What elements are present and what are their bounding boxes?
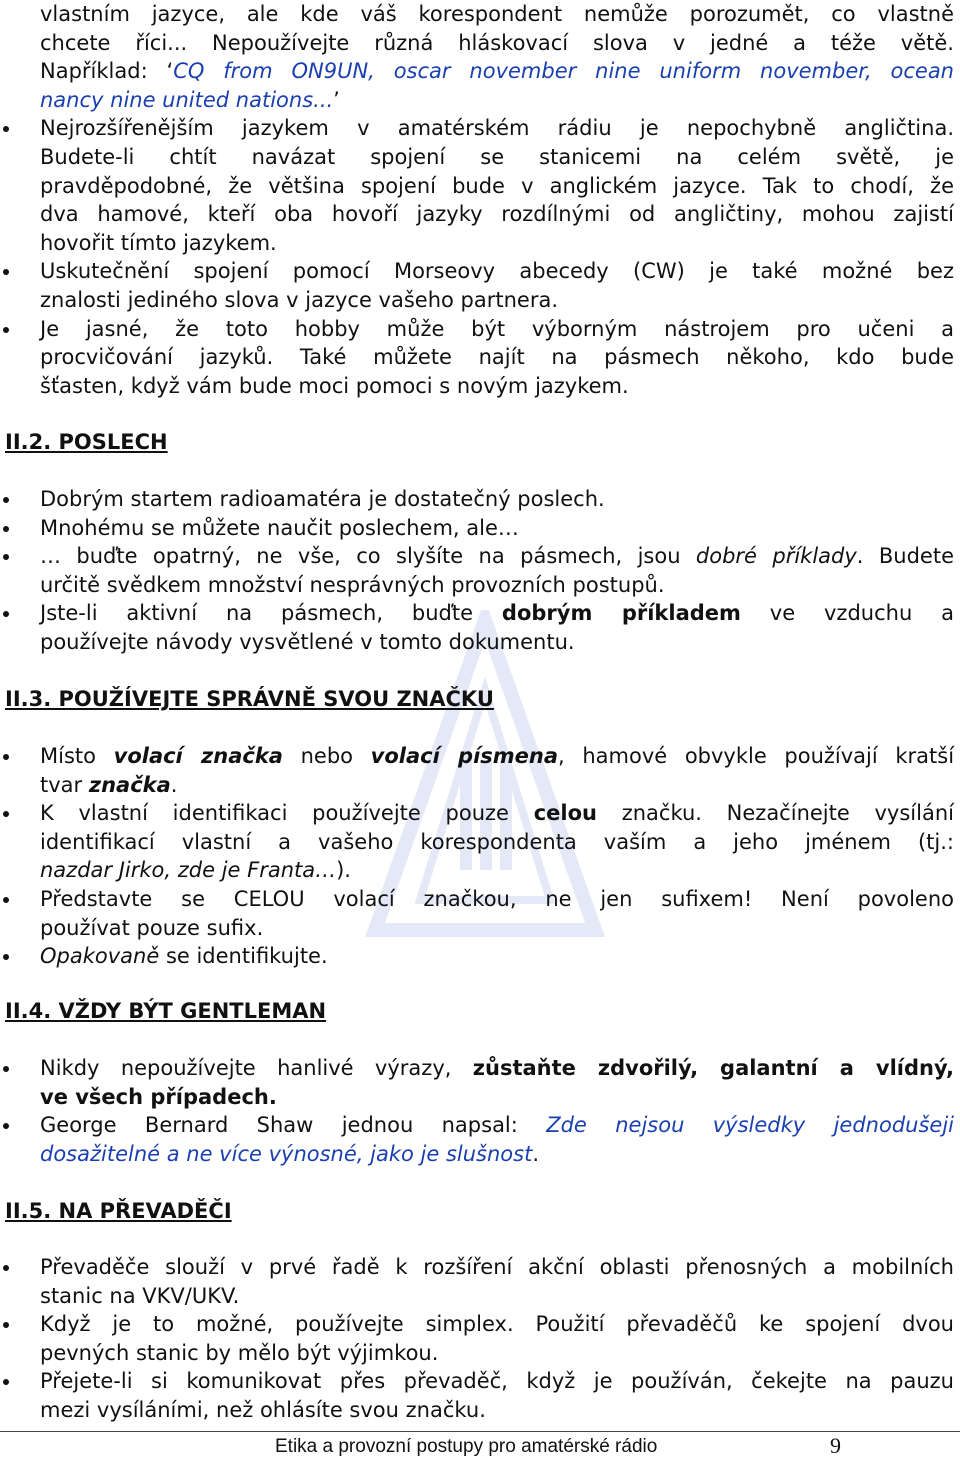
list-item-line — [0, 771, 960, 800]
text-run: pravděpodobné, že většina spojení bude v anglickém jazyce. Tak to chodí, že — [40, 173, 954, 198]
list-item-line — [0, 628, 960, 657]
list-item — [0, 514, 960, 543]
text-run: Budete-li chtít navázat spojení se stanicemi na celém světě, je — [40, 144, 954, 169]
list-item — [0, 942, 960, 971]
text-run: Je jasné, že toto hobby může být výborným nástrojem pro učeni a — [40, 316, 954, 341]
text-run: . — [532, 1141, 539, 1166]
list-item — [0, 542, 960, 571]
bold-italic-text: volací písmena — [370, 744, 559, 768]
list-item — [0, 1111, 960, 1140]
text-run: pevných stanic by mělo být výjimkou. — [40, 1340, 439, 1365]
section-heading-znacka: II.3. POUŽÍVEJTE SPRÁVNĚ SVOU ZNAČKU — [5, 687, 494, 711]
text-run: Nikdy nepoužívejte hanlivé výrazy, — [40, 1056, 473, 1080]
bold-text: celou — [533, 801, 597, 826]
text-run: Mnohému se můžete naučit poslechem, ale… — [40, 515, 519, 540]
bold-italic-text: volací značka — [113, 744, 283, 768]
section-heading-prevadeci: II.5. NA PŘEVADĚČI — [5, 1199, 232, 1223]
text-run: George Bernard Shaw jednou napsal: — [40, 1113, 547, 1138]
text-run: nebo — [282, 744, 371, 768]
list-item-line — [0, 229, 960, 258]
znacka-list — [0, 742, 960, 971]
list-item — [0, 742, 960, 771]
text-run: . — [170, 772, 178, 797]
list-item-line — [0, 914, 960, 943]
list-item-line — [0, 1083, 960, 1112]
list-item — [0, 1054, 960, 1083]
list-item-line — [0, 856, 960, 885]
bold-text: zůstaňte zdvořilý, galantní a vlídný, — [472, 1056, 954, 1080]
section-heading-poslech: II.2. POSLECH — [5, 430, 168, 454]
text-run: stanic na VKV/UKV. — [40, 1283, 240, 1308]
list-item — [0, 1253, 960, 1282]
text-run: určitě svědkem množství nesprávných provozních postupů. — [40, 572, 665, 597]
list-item-line — [0, 29, 960, 58]
bold-text: dobrým příkladem — [501, 601, 741, 626]
list-item-line — [0, 0, 960, 29]
list-item — [0, 885, 960, 914]
italic-text: nazdar Jirko, zde je Franta… — [40, 858, 337, 883]
italic-text: Opakovaně — [40, 944, 160, 969]
text-run: chcete říci... Nepoužívejte různá hláskovací slova v jedné a téže větě. — [40, 30, 954, 55]
example-callsign-text: nancy nine united nations... — [40, 87, 334, 112]
quote-text: Zde nejsou výsledky jednodušeji — [546, 1113, 954, 1138]
list-item-line — [0, 828, 960, 857]
text-run: dva hamové, kteří oba hovoří jazyky rozdílnými od angličtiny, mohou zajistí — [40, 202, 954, 227]
list-item-line — [0, 571, 960, 600]
text-run: Převaděče slouží v prvé řadě k rozšíření akční oblasti přenosných a mobilních — [40, 1255, 954, 1279]
italic-text: dobré příklady — [695, 544, 857, 569]
text-run: Představte se CELOU volací značkou, ne jen sufixem! Není povoleno — [40, 886, 954, 911]
text-run: , hamové obvykle používají kratší — [558, 744, 955, 768]
page-footer — [0, 1431, 960, 1462]
text-run: Dobrým startem radioamatéra je dostatečný poslech. — [40, 487, 605, 511]
text-run: ’ — [333, 87, 340, 112]
text-run: identifikací vlastní a vašeho korespondenta vaším a jeho jménem (tj.: — [40, 829, 954, 854]
prevadeci-list — [0, 1253, 960, 1425]
list-item — [0, 599, 960, 628]
list-item — [0, 257, 960, 286]
list-item — [0, 114, 960, 143]
list-item — [0, 799, 960, 828]
list-item-line — [0, 1282, 960, 1311]
text-run: hovořit tímto jazykem. — [40, 230, 277, 255]
text-run: procvičování jazyků. Také můžete najít na pásmech někoho, kdo bude — [40, 345, 954, 370]
bold-italic-text: značka — [88, 772, 171, 797]
bold-text: ve všech případech. — [40, 1084, 277, 1109]
list-item-line — [0, 343, 960, 372]
text-run: Nejrozšířenějším jazykem v amatérském rádiu je nepochybně angličtina. — [40, 116, 954, 141]
list-item-line — [0, 143, 960, 172]
text-run: používejte návody vysvětlené v tomto dokumentu. — [40, 629, 575, 654]
text-run: . Budete — [856, 544, 954, 569]
gentleman-list — [0, 1054, 960, 1168]
page-number: 9 — [830, 1433, 841, 1458]
footer-title: Etika a provozní postupy pro amatérské rádio — [275, 1436, 658, 1457]
text-run: Jste-li aktivní na pásmech, buďte — [40, 601, 502, 626]
text-run: značku. Nezačínejte vysílání — [596, 801, 954, 826]
text-run: Přejete-li si komunikovat přes převaděč, když je používán, čekejte na pauzu — [40, 1369, 954, 1394]
list-item-line — [0, 1339, 960, 1368]
poslech-list — [0, 485, 960, 657]
list-item — [0, 1367, 960, 1396]
text-run: šťasten, když vám bude moci pomoci s novým jazykem. — [40, 373, 629, 398]
text-run: Například: ‘ — [40, 59, 174, 84]
section-heading-gentleman: II.4. VŽDY BÝT GENTLEMAN — [5, 999, 327, 1023]
previous-section-list — [0, 0, 960, 400]
list-item — [0, 315, 960, 344]
text-run: ve vzduchu a — [740, 601, 955, 626]
text-run: Když je to možné, používejte simplex. Použití převaděčů ke spojení dvou — [40, 1312, 954, 1337]
text-run: Místo — [40, 744, 114, 768]
list-item-line — [0, 57, 960, 86]
quote-text: dosažitelné a ne více výnosné, jako je slušnost — [40, 1141, 533, 1166]
list-item-line — [0, 200, 960, 229]
list-item — [0, 1310, 960, 1339]
list-item — [0, 485, 960, 514]
text-run: znalosti jediného slova v jazyce vašeho partnera. — [40, 287, 559, 312]
text-run: vlastním jazyce, ale kde váš korespondent nemůže porozumět, co vlastně — [40, 2, 954, 26]
text-run: K vlastní identifikaci používejte pouze — [40, 801, 534, 826]
list-item-line — [0, 286, 960, 315]
text-run: … buďte opatrný, ne vše, co slyšíte na pásmech, jsou — [40, 544, 696, 569]
list-item-line — [0, 372, 960, 401]
text-run: mezi vysíláními, než ohlásíte svou značku. — [40, 1397, 486, 1422]
list-item-line — [0, 1396, 960, 1425]
text-run: se identifikujte. — [159, 944, 328, 969]
list-item-line — [0, 86, 960, 115]
list-item-line — [0, 172, 960, 201]
text-run: ). — [336, 858, 351, 883]
list-item-line — [0, 1140, 960, 1169]
text-run: Uskutečnění spojení pomocí Morseovy abecedy (CW) je také možné bez — [40, 259, 954, 284]
text-run: používat pouze sufix. — [40, 915, 264, 940]
example-callsign-text: CQ from ON9UN, oscar november nine uniform november, ocean — [173, 59, 954, 84]
text-run: tvar — [40, 772, 89, 797]
